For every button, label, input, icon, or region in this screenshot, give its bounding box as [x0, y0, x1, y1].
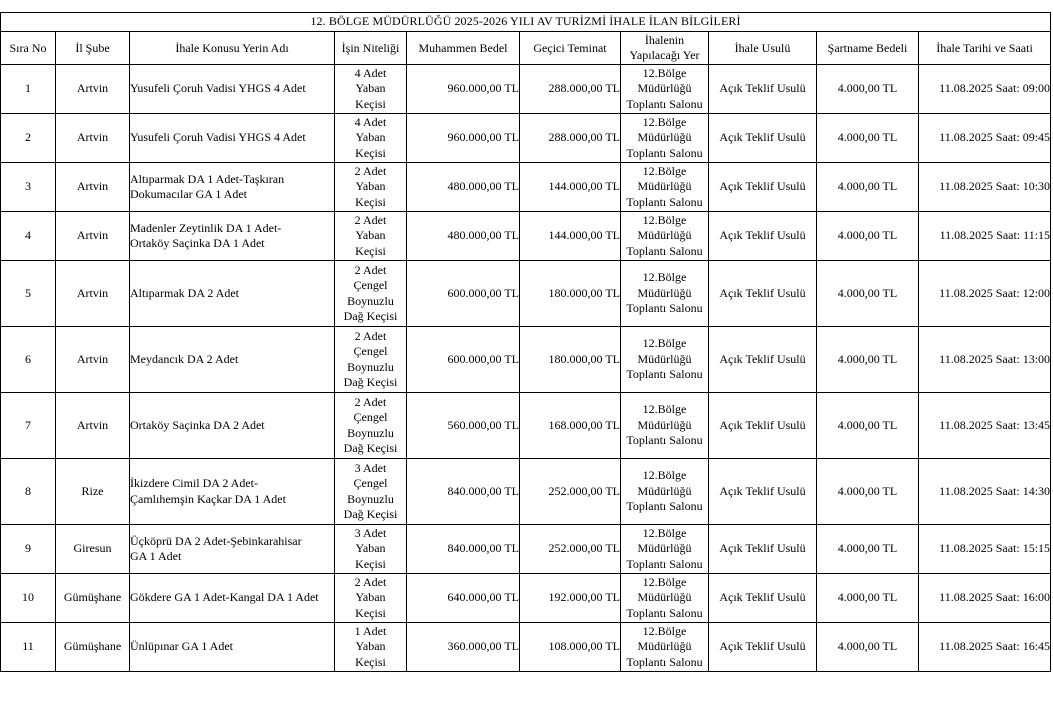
- cell-ihale-yeri: 12.Bölge Müdürlüğü Toplantı Salonu: [621, 163, 709, 212]
- cell-gecici-teminat: 144.000,00 TL: [520, 212, 621, 261]
- cell-ihale-usulu: Açık Teklif Usulü: [709, 114, 817, 163]
- cell-ihale-konusu: Meydancık DA 2 Adet: [130, 327, 335, 393]
- cell-gecici-teminat: 192.000,00 TL: [520, 574, 621, 623]
- cell-muhammen-bedel: 360.000,00 TL: [407, 623, 520, 672]
- cell-isin-niteligi: 2 Adet Yaban Keçisi: [335, 163, 407, 212]
- cell-muhammen-bedel: 840.000,00 TL: [407, 459, 520, 525]
- cell-ihale-usulu: Açık Teklif Usulü: [709, 65, 817, 114]
- cell-muhammen-bedel: 480.000,00 TL: [407, 163, 520, 212]
- cell-ihale-konusu: Ortaköy Saçinka DA 2 Adet: [130, 393, 335, 459]
- cell-gecici-teminat: 180.000,00 TL: [520, 327, 621, 393]
- cell-ihale-tarihi: 11.08.2025 Saat: 14:30: [919, 459, 1051, 525]
- cell-ihale-tarihi: 11.08.2025 Saat: 09:45: [919, 114, 1051, 163]
- cell-sira-no: 9: [1, 525, 56, 574]
- table-title: 12. BÖLGE MÜDÜRLÜĞÜ 2025-2026 YILI AV TURİZMİ İHALE İLAN BİLGİLERİ: [1, 13, 1051, 32]
- cell-ihale-usulu: Açık Teklif Usulü: [709, 574, 817, 623]
- table-body: [1, 65, 1051, 672]
- cell-muhammen-bedel: 560.000,00 TL: [407, 393, 520, 459]
- table-row: [1, 327, 1051, 393]
- cell-ihale-tarihi: 11.08.2025 Saat: 13:45: [919, 393, 1051, 459]
- cell-il-sube: Artvin: [56, 114, 130, 163]
- cell-il-sube: Artvin: [56, 212, 130, 261]
- cell-sartname-bedeli: 4.000,00 TL: [817, 459, 919, 525]
- table-row: [1, 163, 1051, 212]
- header-ihale-usulu: İhale Usulü: [709, 32, 817, 65]
- table-row: [1, 459, 1051, 525]
- cell-sira-no: 5: [1, 261, 56, 327]
- cell-ihale-konusu: Madenler Zeytinlik DA 1 Adet- Ortaköy Saçinka DA 1 Adet: [130, 212, 335, 261]
- cell-sartname-bedeli: 4.000,00 TL: [817, 163, 919, 212]
- cell-isin-niteligi: 4 Adet Yaban Keçisi: [335, 65, 407, 114]
- header-ihale-konusu: İhale Konusu Yerin Adı: [130, 32, 335, 65]
- cell-isin-niteligi: 2 Adet Yaban Keçisi: [335, 574, 407, 623]
- table-row: [1, 212, 1051, 261]
- cell-ihale-usulu: Açık Teklif Usulü: [709, 525, 817, 574]
- cell-ihale-yeri: 12.Bölge Müdürlüğü Toplantı Salonu: [621, 574, 709, 623]
- cell-ihale-konusu: Üçköprü DA 2 Adet-Şebinkarahisar GA 1 Adet: [130, 525, 335, 574]
- cell-ihale-tarihi: 11.08.2025 Saat: 09:00: [919, 65, 1051, 114]
- cell-ihale-tarihi: 11.08.2025 Saat: 16:45: [919, 623, 1051, 672]
- cell-sira-no: 1: [1, 65, 56, 114]
- cell-ihale-tarihi: 11.08.2025 Saat: 11:15: [919, 212, 1051, 261]
- cell-sartname-bedeli: 4.000,00 TL: [817, 65, 919, 114]
- cell-gecici-teminat: 288.000,00 TL: [520, 114, 621, 163]
- table-row: [1, 114, 1051, 163]
- cell-ihale-yeri: 12.Bölge Müdürlüğü Toplantı Salonu: [621, 261, 709, 327]
- cell-ihale-yeri: 12.Bölge Müdürlüğü Toplantı Salonu: [621, 525, 709, 574]
- cell-sira-no: 6: [1, 327, 56, 393]
- cell-gecici-teminat: 168.000,00 TL: [520, 393, 621, 459]
- cell-gecici-teminat: 108.000,00 TL: [520, 623, 621, 672]
- table-row: [1, 65, 1051, 114]
- cell-sartname-bedeli: 4.000,00 TL: [817, 525, 919, 574]
- cell-isin-niteligi: 2 Adet Çengel Boynuzlu Dağ Keçisi: [335, 393, 407, 459]
- header-sira-no: Sıra No: [1, 32, 56, 65]
- cell-ihale-usulu: Açık Teklif Usulü: [709, 163, 817, 212]
- header-isin-niteligi: İşin Niteliği: [335, 32, 407, 65]
- cell-ihale-usulu: Açık Teklif Usulü: [709, 393, 817, 459]
- cell-ihale-yeri: 12.Bölge Müdürlüğü Toplantı Salonu: [621, 212, 709, 261]
- cell-muhammen-bedel: 960.000,00 TL: [407, 114, 520, 163]
- cell-ihale-konusu: İkizdere Cimil DA 2 Adet- Çamlıhemşin Kaçkar DA 1 Adet: [130, 459, 335, 525]
- header-muhammen-bedel: Muhammen Bedel: [407, 32, 520, 65]
- cell-isin-niteligi: 3 Adet Çengel Boynuzlu Dağ Keçisi: [335, 459, 407, 525]
- table-row: [1, 261, 1051, 327]
- cell-ihale-konusu: Altıparmak DA 1 Adet-Taşkıran Dokumacılar GA 1 Adet: [130, 163, 335, 212]
- cell-muhammen-bedel: 600.000,00 TL: [407, 261, 520, 327]
- cell-sartname-bedeli: 4.000,00 TL: [817, 393, 919, 459]
- cell-il-sube: Gümüşhane: [56, 623, 130, 672]
- header-row: [1, 32, 1051, 65]
- cell-muhammen-bedel: 480.000,00 TL: [407, 212, 520, 261]
- header-ihale-tarihi: İhale Tarihi ve Saati: [919, 32, 1051, 65]
- cell-ihale-tarihi: 11.08.2025 Saat: 12:00: [919, 261, 1051, 327]
- header-gecici-teminat: Geçici Teminat: [520, 32, 621, 65]
- cell-isin-niteligi: 4 Adet Yaban Keçisi: [335, 114, 407, 163]
- cell-sira-no: 4: [1, 212, 56, 261]
- cell-muhammen-bedel: 600.000,00 TL: [407, 327, 520, 393]
- cell-ihale-yeri: 12.Bölge Müdürlüğü Toplantı Salonu: [621, 65, 709, 114]
- cell-ihale-yeri: 12.Bölge Müdürlüğü Toplantı Salonu: [621, 393, 709, 459]
- cell-sira-no: 11: [1, 623, 56, 672]
- table-row: [1, 623, 1051, 672]
- cell-isin-niteligi: 3 Adet Yaban Keçisi: [335, 525, 407, 574]
- cell-gecici-teminat: 252.000,00 TL: [520, 459, 621, 525]
- cell-sira-no: 10: [1, 574, 56, 623]
- cell-ihale-usulu: Açık Teklif Usulü: [709, 212, 817, 261]
- cell-sartname-bedeli: 4.000,00 TL: [817, 114, 919, 163]
- cell-sartname-bedeli: 4.000,00 TL: [817, 327, 919, 393]
- cell-ihale-konusu: Gökdere GA 1 Adet-Kangal DA 1 Adet: [130, 574, 335, 623]
- table-row: [1, 393, 1051, 459]
- cell-sira-no: 3: [1, 163, 56, 212]
- cell-ihale-tarihi: 11.08.2025 Saat: 16:00: [919, 574, 1051, 623]
- cell-il-sube: Giresun: [56, 525, 130, 574]
- cell-muhammen-bedel: 640.000,00 TL: [407, 574, 520, 623]
- cell-ihale-tarihi: 11.08.2025 Saat: 13:00: [919, 327, 1051, 393]
- cell-isin-niteligi: 1 Adet Yaban Keçisi: [335, 623, 407, 672]
- cell-ihale-yeri: 12.Bölge Müdürlüğü Toplantı Salonu: [621, 459, 709, 525]
- cell-ihale-usulu: Açık Teklif Usulü: [709, 261, 817, 327]
- cell-ihale-yeri: 12.Bölge Müdürlüğü Toplantı Salonu: [621, 327, 709, 393]
- tender-table: [0, 12, 1051, 672]
- cell-muhammen-bedel: 840.000,00 TL: [407, 525, 520, 574]
- cell-gecici-teminat: 252.000,00 TL: [520, 525, 621, 574]
- cell-il-sube: Artvin: [56, 163, 130, 212]
- cell-ihale-konusu: Yusufeli Çoruh Vadisi YHGS 4 Adet: [130, 65, 335, 114]
- cell-ihale-tarihi: 11.08.2025 Saat: 15:15: [919, 525, 1051, 574]
- cell-ihale-konusu: Altıparmak DA 2 Adet: [130, 261, 335, 327]
- cell-gecici-teminat: 288.000,00 TL: [520, 65, 621, 114]
- cell-ihale-tarihi: 11.08.2025 Saat: 10:30: [919, 163, 1051, 212]
- header-ihale-yeri: İhalenin Yapılacağı Yer: [621, 32, 709, 65]
- header-il-sube: İl Şube: [56, 32, 130, 65]
- cell-isin-niteligi: 2 Adet Yaban Keçisi: [335, 212, 407, 261]
- cell-il-sube: Artvin: [56, 261, 130, 327]
- cell-gecici-teminat: 144.000,00 TL: [520, 163, 621, 212]
- table-row: [1, 574, 1051, 623]
- cell-ihale-usulu: Açık Teklif Usulü: [709, 459, 817, 525]
- cell-sartname-bedeli: 4.000,00 TL: [817, 261, 919, 327]
- cell-sira-no: 2: [1, 114, 56, 163]
- table-row: [1, 525, 1051, 574]
- cell-il-sube: Gümüşhane: [56, 574, 130, 623]
- cell-sartname-bedeli: 4.000,00 TL: [817, 212, 919, 261]
- cell-ihale-usulu: Açık Teklif Usulü: [709, 327, 817, 393]
- cell-isin-niteligi: 2 Adet Çengel Boynuzlu Dağ Keçisi: [335, 327, 407, 393]
- cell-ihale-usulu: Açık Teklif Usulü: [709, 623, 817, 672]
- cell-ihale-yeri: 12.Bölge Müdürlüğü Toplantı Salonu: [621, 114, 709, 163]
- cell-ihale-yeri: 12.Bölge Müdürlüğü Toplantı Salonu: [621, 623, 709, 672]
- cell-muhammen-bedel: 960.000,00 TL: [407, 65, 520, 114]
- cell-il-sube: Rize: [56, 459, 130, 525]
- cell-sira-no: 7: [1, 393, 56, 459]
- cell-il-sube: Artvin: [56, 65, 130, 114]
- cell-sartname-bedeli: 4.000,00 TL: [817, 574, 919, 623]
- cell-ihale-konusu: Yusufeli Çoruh Vadisi YHGS 4 Adet: [130, 114, 335, 163]
- cell-isin-niteligi: 2 Adet Çengel Boynuzlu Dağ Keçisi: [335, 261, 407, 327]
- cell-il-sube: Artvin: [56, 327, 130, 393]
- cell-sartname-bedeli: 4.000,00 TL: [817, 623, 919, 672]
- header-sartname-bedeli: Şartname Bedeli: [817, 32, 919, 65]
- tender-announcement-sheet: [0, 12, 1051, 672]
- cell-gecici-teminat: 180.000,00 TL: [520, 261, 621, 327]
- cell-ihale-konusu: Ünlüpınar GA 1 Adet: [130, 623, 335, 672]
- cell-il-sube: Artvin: [56, 393, 130, 459]
- cell-sira-no: 8: [1, 459, 56, 525]
